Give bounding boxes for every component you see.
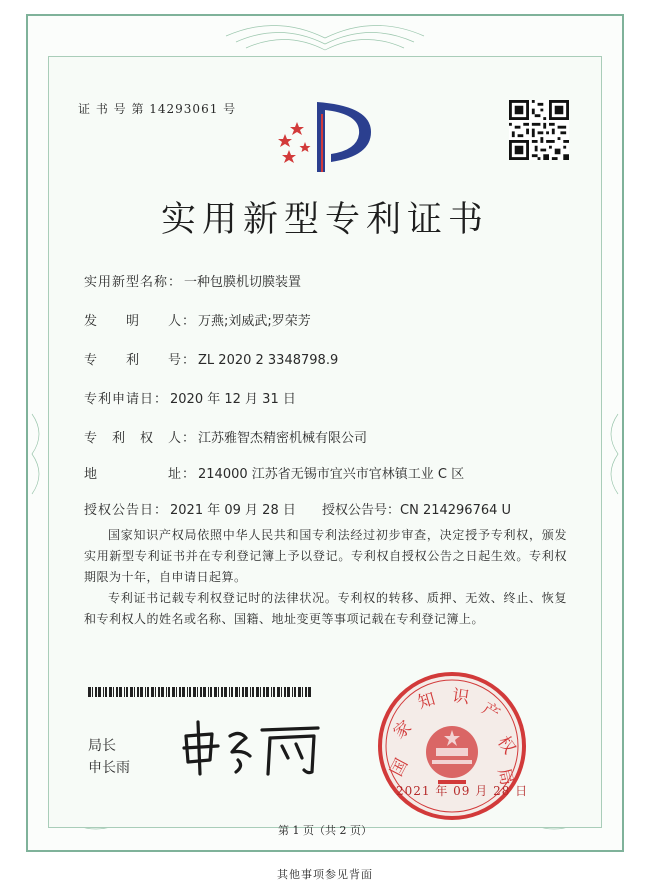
field-value: 一种包膜机切膜装置 [184, 275, 302, 290]
svg-text:局: 局 [493, 766, 517, 788]
field-label: 发 明 人： [84, 314, 197, 329]
field-label: 专利申请日： [84, 392, 169, 407]
field-value: 万燕;刘威武;罗荣芳 [198, 314, 311, 329]
field-grant-date [84, 499, 296, 518]
page-number: 第 1 页（共 2 页） [278, 824, 372, 837]
svg-text:知: 知 [415, 689, 438, 714]
field-label: 专 利 权 人： [84, 431, 197, 446]
field-value: ZL 2020 2 3348798.9 [198, 353, 339, 368]
grant-statement-paragraph: 国家知识产权局依照中华人民共和国专利法经过初步审查，决定授予专利权，颁发实用新型专利证书并在专利登记簿上予以登记。专利权自授权公告之日起生效。专利权期限为十年，自申请日起算。 [84, 528, 567, 584]
svg-text:家: 家 [389, 717, 416, 744]
official-seal-stamp [376, 670, 528, 822]
field-label: 授权公告日： [84, 503, 169, 518]
field-inventors [84, 310, 311, 329]
patent-office-emblem-icon [275, 98, 375, 176]
director-signature-icon [178, 716, 328, 778]
field-value: 江苏雅智杰精密机械有限公司 [198, 431, 368, 446]
field-patentee [84, 427, 367, 446]
field-filing-date [84, 388, 296, 407]
field-label: 地 址： [84, 467, 197, 482]
field-address [84, 463, 464, 482]
field-value: CN 214296764 U [400, 503, 512, 518]
field-label: 专 利 号： [84, 353, 197, 368]
qr-code [509, 100, 569, 160]
svg-text:识: 识 [450, 685, 471, 709]
seal-date: 2021 年 09 月 28 日 [396, 784, 529, 798]
field-value: 2020 年 12 月 31 日 [170, 392, 296, 407]
field-value: 214000 江苏省无锡市宜兴市官林镇工业 C 区 [198, 467, 465, 482]
director-name: 申长雨 [88, 760, 130, 776]
svg-text:国: 国 [386, 755, 413, 780]
barcode [88, 687, 312, 697]
field-value: 2021 年 09 月 28 日 [170, 503, 296, 518]
svg-text:权: 权 [493, 732, 520, 758]
field-patent-number [84, 349, 338, 368]
director-title: 局长 [88, 738, 116, 754]
back-note: 其他事项参见背面 [277, 868, 373, 881]
field-label: 实用新型名称： [84, 275, 183, 290]
legal-status-paragraph: 专利证书记载专利权登记时的法律状况。专利权的转移、质押、无效、终止、恢复和专利权人的姓名或名称、国籍、地址变更等事项记载在专利登记簿上。 [84, 591, 567, 626]
certificate-title: 实用新型专利证书 [160, 200, 489, 240]
certificate-number: 证 书 号 第 14293061 号 [78, 102, 237, 116]
field-utility-model-name [84, 271, 301, 290]
field-label: 授权公告号： [322, 503, 401, 518]
svg-text:产: 产 [478, 698, 504, 725]
field-grant-number [322, 499, 511, 518]
